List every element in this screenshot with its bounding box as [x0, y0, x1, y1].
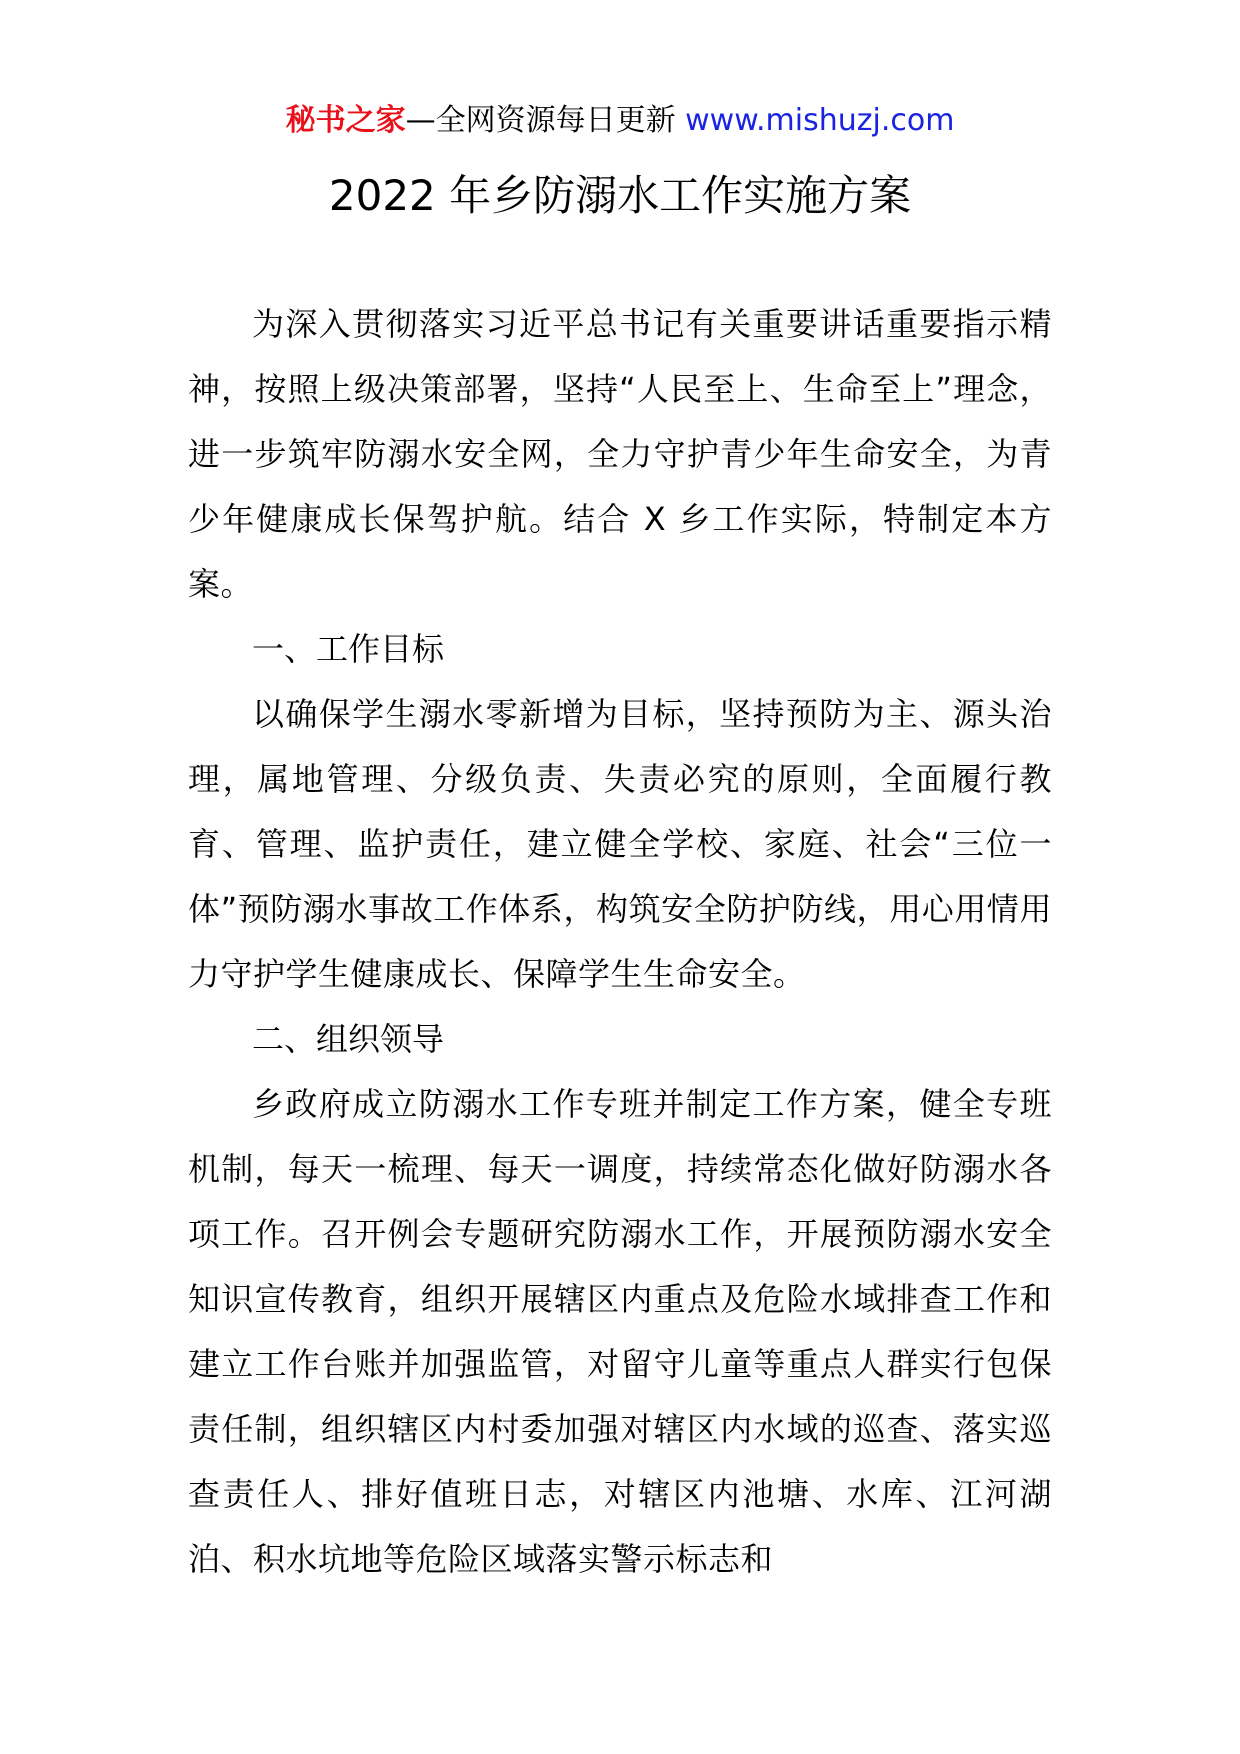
document-title: 2022 年乡防溺水工作实施方案	[328, 171, 912, 220]
section-heading-goals: 一、工作目标	[252, 630, 445, 668]
site-header	[0, 100, 1240, 142]
document-body	[188, 292, 1052, 1592]
section-paragraph-goals: 以确保学生溺水零新增为目标，坚持预防为主、源头治理，属地管理、分级负责、失责必究的原则，全面履行教育、管理、监护责任，建立健全学校、家庭、社会“三位一体”预防溺水事故工作体系，构筑安全防护防线，用心用情用力守护学生健康成长、保障学生生命安全。	[188, 695, 1052, 993]
section-heading-organization: 二、组织领导	[252, 1020, 445, 1058]
site-tagline: —全网资源每日更新	[405, 103, 676, 138]
intro-paragraph: 为深入贯彻落实习近平总书记有关重要讲话重要指示精神，按照上级决策部署，坚持“人民至上、生命至上”理念，进一步筑牢防溺水安全网，全力守护青少年生命安全，为青少年健康成长保驾护航。结合 X 乡工作实际，特制定本方案。	[188, 305, 1052, 603]
site-brand: 秘书之家	[285, 103, 406, 138]
site-url-link[interactable]: www.mishuzj.com	[685, 103, 955, 138]
section-paragraph-organization: 乡政府成立防溺水工作专班并制定工作方案，健全专班机制，每天一梳理、每天一调度，持续常态化做好防溺水各项工作。召开例会专题研究防溺水工作，开展预防溺水安全知识宣传教育，组织开展辖区内重点及危险水域排查工作和建立工作台账并加强监管，对留守儿童等重点人群实行包保责任制，组织辖区内村委加强对辖区内水域的巡查、落实巡查责任人、排好值班日志，对辖区内池塘、水库、江河湖泊、积水坑地等危险区域落实警示标志和	[188, 1085, 1052, 1578]
